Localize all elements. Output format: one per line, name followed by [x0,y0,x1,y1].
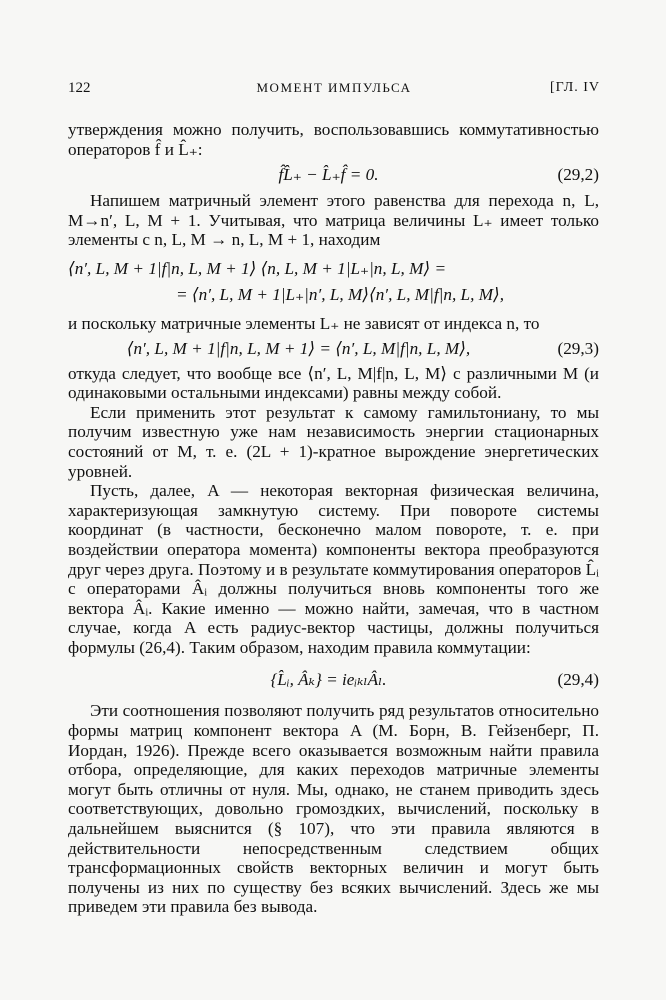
paragraph-4: откуда следует, что вообще все ⟨n′, L, M|f|n, L, M⟩ с различными M (и одинаковыми остальными индексами) равны между собой. [68,363,599,403]
running-header [68,80,600,100]
equation-matrix-line-2: = ⟨n′, L, M + 1|L₊|n′, L, M⟩⟨n′, L, M|f|n, L, M⟩, [176,284,505,304]
equation-formula: {L̂ᵢ, Âₖ} = ieᵢₖₗÂₗ. [270,669,387,689]
page-number: 122 [68,80,91,96]
paragraph-5: Если применить этот результат к самому гамильтониану, то мы получим известную уже нам независимость энергии стационарных состояний от M, т. е. (2L + 1)-кратное вырождение энергетических уровней. [68,402,599,481]
equation-formula: f̂L̂₊ − L̂₊f̂ = 0. [278,165,379,185]
paragraph-2: Напишем матричный элемент этого равенства для перехода n, L, M→n′, L, M + 1. Учитывая, что матрица величины L₊ имеет только элементы с n, L, M → n, L, M + 1, находим [68,191,599,250]
equation-29-4 [68,657,599,701]
equation-number: (29,2) [557,165,599,185]
equation-29-2 [68,159,599,191]
paragraph-7: Эти соотношения позволяют получить ряд результатов относительно формы матриц компонент вектора A (М. Борн, В. Гейзенберг, П. Иордан, 1926). Прежде всего оказывается возможным найти правила отбора, определяющие, для каких переходов матричные элементы могут быть отличны от нуля. Мы, однако, не станем приводить здесь соответствующих, довольно громоздких, вычислений, поскольку в дальнейшем выяснится (§ 107), что эти правила являются в действительности непосредственным следствием общих трансформационных свойств векторных величин и могут быть получены из них по существу без всяких вычислений. Здесь же мы приведем эти правила без вывода. [68,701,599,917]
equation-formula: ⟨n′, L, M + 1|f|n, L, M + 1⟩ = ⟨n′, L, M|f|n, L, M⟩, [126,338,471,358]
page-body [68,120,599,917]
running-title: МОМЕНТ ИМПУЛЬСА [256,80,412,95]
paragraph-6: Пусть, далее, A — некоторая векторная физическая величина, характеризующая замкнутую систему. При повороте системы координат (в частности, бесконечно малом повороте, т. е. при воздействии оператора момента) компоненты вектора преобразуются друг через друга. Поэтому и в результате коммутирования операторов L̂ᵢ с операторами Âᵢ должны получиться вновь компоненты того же вектора Âᵢ. Какие именно — можно найти, замечая, что в частном случае, когда A есть радиус-вектор частицы, должны получиться формулы (26,4). Таким образом, находим правила коммутации: [68,481,599,657]
equation-matrix-line-1: ⟨n′, L, M + 1|f|n, L, M + 1⟩ ⟨n, L, M + 1|L₊|n, L, M⟩ = [68,258,447,278]
equation-29-3 [68,334,599,364]
equation-number: (29,3) [557,338,599,358]
equation-number: (29,4) [557,669,599,689]
paragraph-1: утверждения можно получить, воспользовавшись коммутативностью операторов f̂ и L̂₊: [68,120,599,159]
chapter-label: [ГЛ. IV [550,80,600,95]
paragraph-3: и поскольку матричные элементы L₊ не зависят от индекса n, то [68,313,540,333]
